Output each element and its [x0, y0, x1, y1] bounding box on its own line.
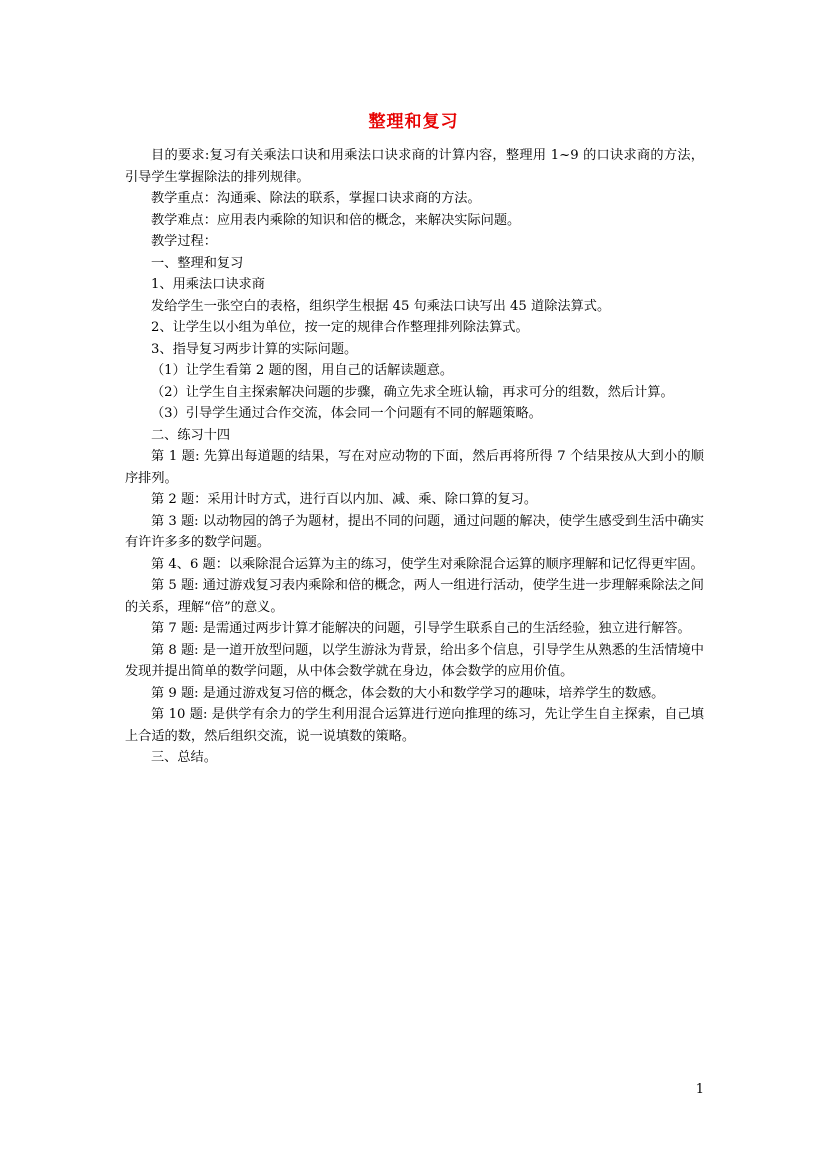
- paragraph: 第 10 题: 是供学有余力的学生利用混合运算进行逆向推理的练习，先让学生自主探索，自己填上合适的数，然后组织交流，说一说填数的策略。: [125, 707, 704, 744]
- page-number: 1: [695, 1082, 704, 1097]
- paragraph: （3）引导学生通过合作交流，体会同一个问题有不同的解题策略。: [151, 406, 542, 421]
- document-body: [125, 145, 704, 769]
- paragraph: 3、指导复习两步计算的实际问题。: [151, 341, 358, 357]
- paragraph: 第 5 题: 通过游戏复习表内乘除和倍的概念，两人一组进行活动，使学生进一步理解乘除法之间的关系，理解“倍”的意义。: [125, 578, 704, 615]
- section-heading-summary: 三、总结。: [151, 750, 217, 765]
- paragraph-process-heading: 教学过程：: [151, 234, 217, 249]
- paragraph: 发给学生一张空白的表格，组织学生根据 45 句乘法口诀写出 45 道除法算式。: [151, 298, 611, 314]
- section-heading-exercise: 二、练习十四: [151, 427, 231, 443]
- paragraph: 第 3 题: 以动物园的鸽子为题材，提出不同的问题，通过问题的解决，使学生感受到生活中确实有许许多多的数学问题。: [125, 513, 704, 550]
- paragraph: 第 2 题：采用计时方式，进行百以内加、减、乘、除口算的复习。: [151, 492, 538, 507]
- paragraph: 2、让学生以小组为单位，按一定的规律合作整理排列除法算式。: [151, 320, 529, 335]
- paragraph: 第 1 题: 先算出每道题的结果，写在对应动物的下面，然后再将所得 7 个结果按从大到小的顺序排列。: [125, 449, 704, 486]
- paragraph: （1）让学生看第 2 题的图，用自己的话解读题意。: [151, 363, 454, 378]
- paragraph-key-points: 教学重点：沟通乘、除法的联系，掌握口诀求商的方法。: [151, 191, 481, 206]
- paragraph-difficulties: 教学难点：应用表内乘除的知识和倍的概念，来解决实际问题。: [151, 212, 521, 228]
- paragraph: 第 7 题: 是需通过两步计算才能解决的问题，引导学生联系自己的生活经验，独立进行解答。: [151, 621, 691, 636]
- subheading-multiplication-table: 1、用乘法口诀求商: [151, 277, 265, 292]
- paragraph-objectives: 目的要求:复习有关乘法口诀和用乘法口诀求商的计算内容，整理用 1~9 的口诀求商的方法，引导学生掌握除法的排列规律。: [125, 148, 704, 185]
- paragraph: 第 9 题: 是通过游戏复习倍的概念，体会数的大小和数学学习的趣味，培养学生的数感。: [151, 685, 665, 701]
- document-title: 整理和复习: [368, 112, 459, 132]
- paragraph: 第 8 题: 是一道开放型问题，以学生游泳为背景，给出多个信息，引导学生从熟悉的生活情境中发现并提出简单的数学问题，从中体会数学就在身边，体会数学的应用价值。: [125, 642, 704, 679]
- paragraph: （2）让学生自主探索解决问题的步骤，确立先求全班认输，再求可分的组数，然后计算。: [151, 384, 674, 400]
- section-heading-review: 一、整理和复习: [151, 255, 244, 271]
- paragraph: 第 4、6 题：以乘除混合运算为主的练习，使学生对乘除混合运算的顺序理解和记忆得更牢固。: [151, 556, 704, 572]
